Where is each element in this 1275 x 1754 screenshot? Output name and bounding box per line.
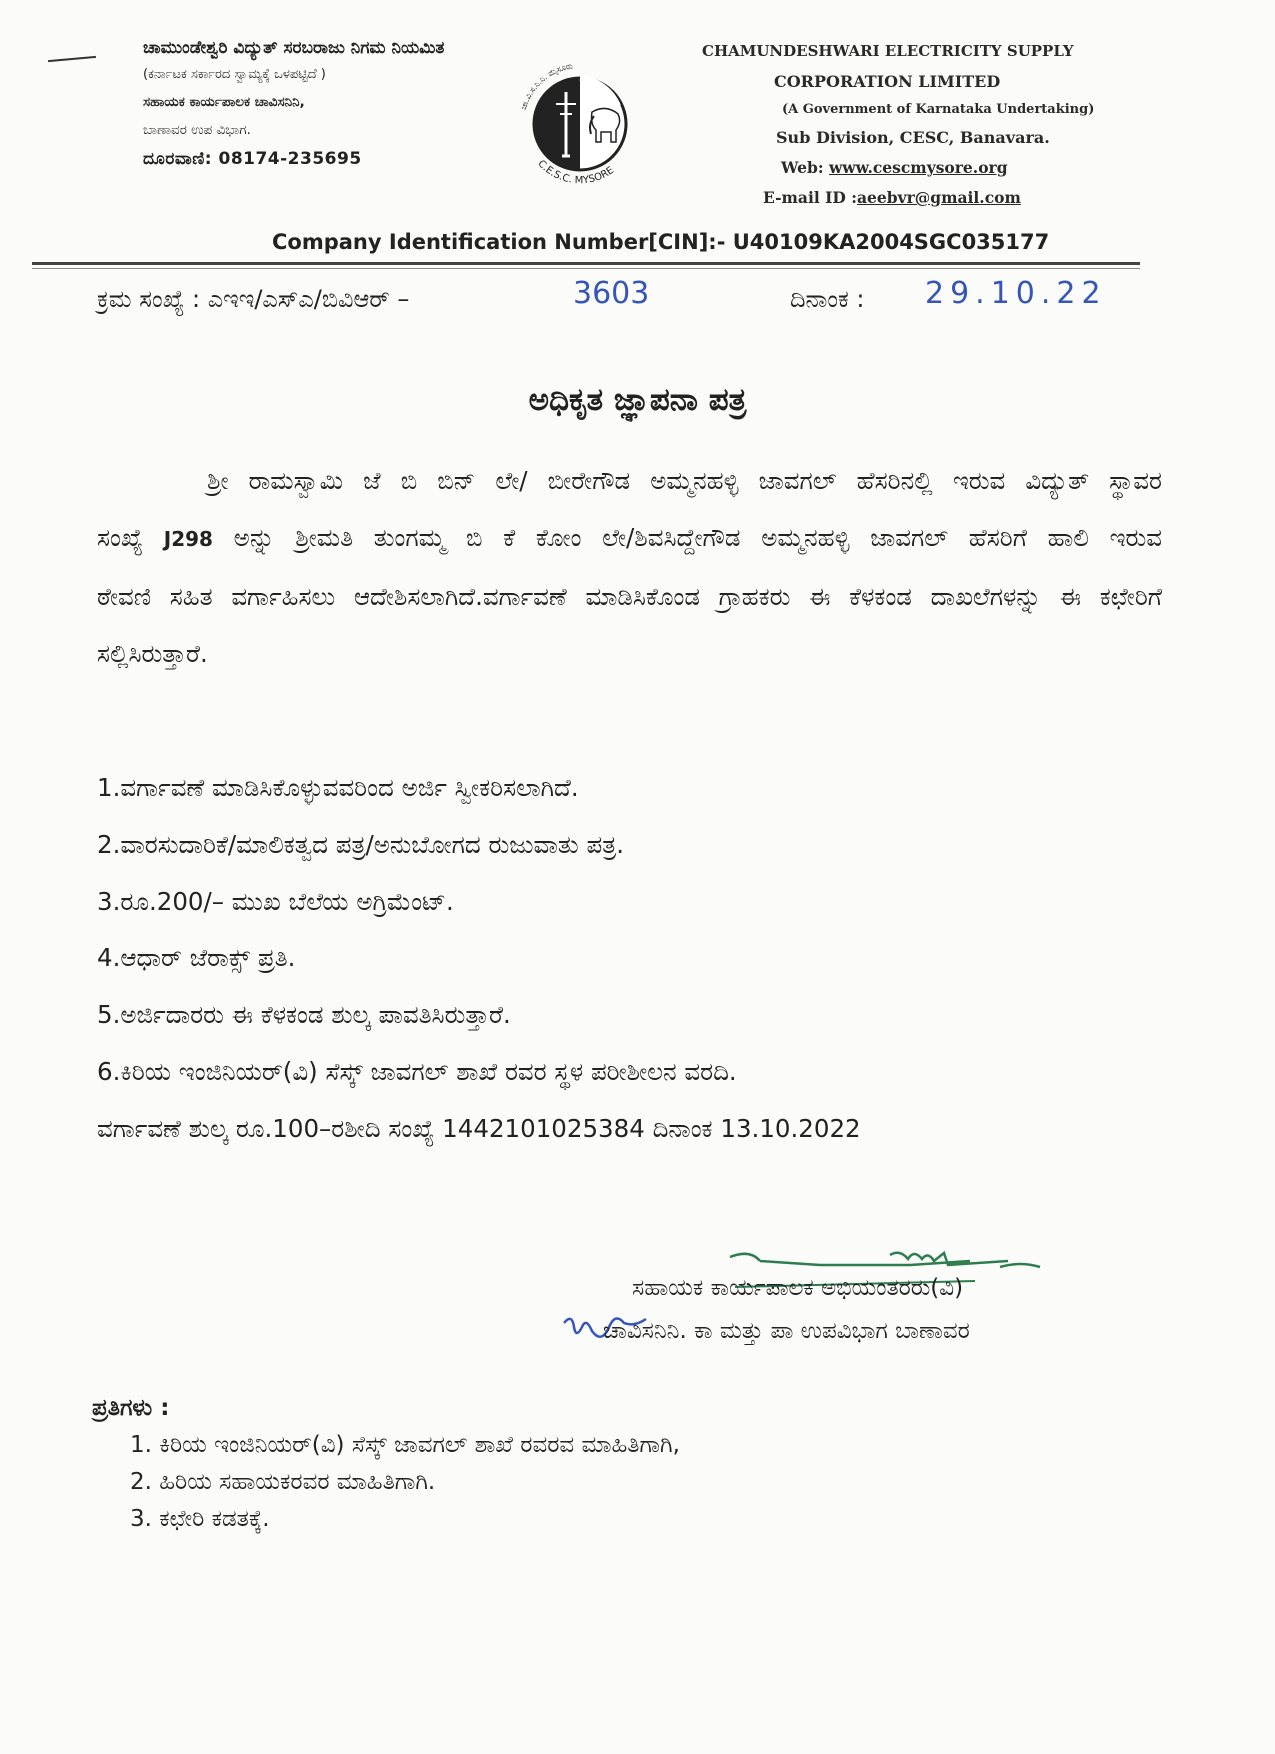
- letterhead-kannada: [143, 34, 453, 174]
- phone-kannada: ದೂರವಾಣಿ: 08174-235695: [143, 149, 362, 169]
- copy-item: 3. ಕಛೇರಿ ಕಡತಕ್ಕೆ.: [130, 1506, 270, 1532]
- office-kannada: ಸಹಾಯಕ ಕಾರ್ಯಪಾಲಕ ಚಾವಿಸನಿನಿ,: [143, 94, 305, 110]
- document-title: ಅಧಿಕೃತ ಜ್ಞಾಪನಾ ಪತ್ರ: [528, 382, 747, 418]
- svg-text:ಚಾ.ವಿ.ಸ.ನಿ.ನಿ. ಮೈಸೂರು: ಚಾ.ವಿ.ಸ.ನಿ.ನಿ. ಮೈಸೂರು: [518, 61, 574, 111]
- list-item: 6.ಕಿರಿಯ ಇಂಜಿನಿಯರ್(ವಿ) ಸೆಸ್ಕ್ ಜಾವಗಲ್ ಶಾಖೆ ರವರ ಸ್ಥಳ ಪರೀಶೀಲನ ವರದಿ.: [97, 1056, 737, 1086]
- date-value: 29.10.22: [925, 276, 1107, 311]
- document-list: [97, 760, 861, 1158]
- body-paragraph: [97, 452, 1162, 682]
- copies-section: [92, 1390, 680, 1538]
- body-text-end: ಅನ್ನು ಶ್ರೀಮತಿ ತುಂಗಮ್ಮ ಬಿ ಕೆ ಕೋಂ ಲೇ/ಶಿವಸಿದ್ದೇಗೌಡ ಅಮ್ಮನಹಳ್ಳಿ ಜಾವಗಲ್ ಹೆಸರಿಗೆ ಹಾಲಿ ಇರುವ ಠೇವಣಿ ಸಹಿತ ವರ್ಗಾಹಿಸಲು ಆದೇಶಿಸಲಾಗಿದೆ.ವರ್ಗಾವಣೆ ಮಾಡಿಸಿಕೊಂಡ ಗ್ರಾಹಕರು ಈ ಕೆಳಕಂಡ ದಾಖಲೆಗಳನ್ನು ಈ ಕಛೇರಿಗೆ ಸಲ್ಲಿಸಿರುತ್ತಾರೆ.: [97, 523, 1162, 668]
- header-divider: [32, 262, 1140, 265]
- signatory-designation: ಸಹಾಯಕ ಕಾರ್ಯಪಾಲಕ ಅಭಿಯಂತರರು(ವಿ): [632, 1275, 964, 1301]
- org-name-line2: CORPORATION LIMITED: [774, 72, 1001, 91]
- email-line: [763, 188, 1021, 207]
- cesc-logo: [506, 52, 654, 194]
- installation-number: J298: [163, 527, 213, 551]
- header-divider-thin: [32, 268, 1140, 269]
- signatory-office: ಚಾವಿಸನಿನಿ. ಕಾ ಮತ್ತು ಪಾ ಉಪವಿಭಾಗ ಬಾಣಾವರ: [603, 1318, 970, 1344]
- copy-item: 1. ಕಿರಿಯ ಇಂಜಿನಿಯರ್(ವಿ) ಸೆಸ್ಕ್ ಜಾವಗಲ್ ಶಾಖೆ ರವರವ ಮಾಹಿತಿಗಾಗಿ,: [130, 1432, 680, 1458]
- org-name-kannada: ಚಾಮುಂಡೇಶ್ವರಿ ವಿದ್ಯುತ್ ಸರಬರಾಜು ನಿಗಮ ನಿಯಮಿತ: [143, 38, 445, 58]
- web-line: [781, 158, 1008, 177]
- list-item: 4.ಆಧಾರ್ ಜೆರಾಕ್ಸ್ ಪ್ರತಿ.: [97, 943, 296, 973]
- pen-mark: [48, 56, 96, 62]
- list-item: 3.ರೂ.200/– ಮುಖ ಬೆಲೆಯ ಅಗ್ರಿಮೆಂಟ್.: [97, 886, 454, 916]
- subdivision: Sub Division, CESC, Banavara.: [776, 128, 1050, 147]
- fee-line: ವರ್ಗಾವಣೆ ಶುಲ್ಕ ರೂ.100–ರಶೀದಿ ಸಂಖ್ಯೆ 1442101025384 ದಿನಾಂಕ 13.10.2022: [97, 1113, 861, 1143]
- web-label: Web:: [781, 158, 829, 177]
- list-item: 5.ಅರ್ಜಿದಾರರು ಈ ಕೆಳಕಂಡ ಶುಲ್ಕ ಪಾವತಿಸಿರುತ್ತಾರೆ.: [97, 1000, 511, 1030]
- email-label: E-mail ID :: [763, 188, 857, 207]
- copy-item: 2. ಹಿರಿಯ ಸಹಾಯಕರವರ ಮಾಹಿತಿಗಾಗಿ.: [130, 1469, 436, 1495]
- logo-caption: C.E.S.C. MYSORE: [535, 158, 617, 187]
- body-text-start: ಶ್ರೀ ರಾಮಸ್ವಾಮಿ ಜೆ ಬಿ ಬಿನ್ ಲೇ/ ಬೀರೇಗೌಡ ಅಮ್ಮನಹಳ್ಳಿ ಜಾವಗಲ್ ಹೆಸರಿನಲ್ಲಿ ಇರುವ ವಿದ್ಯುತ್ ಸ್ಥಾವರ ಸಂಖ್ಯೆ: [97, 466, 1162, 552]
- org-name-line1: CHAMUNDESHWARI ELECTRICITY SUPPLY: [702, 42, 1074, 60]
- subdivision-kannada: ಬಾಣಾವರ ಉಪ ವಿಭಾಗ.: [143, 122, 251, 138]
- govt-note-kannada: (ಕರ್ನಾಟಕ ಸರ್ಕಾರದ ಸ್ವಾಮ್ಯಕ್ಕೆ ಒಳಪಟ್ಟಿದೆ ): [143, 67, 326, 82]
- list-item: 2.ವಾರಸುದಾರಿಕೆ/ಮಾಲಿಕತ್ವದ ಪತ್ರ/ಅನುಬೋಗದ ರುಜುವಾತು ಪತ್ರ.: [97, 829, 625, 859]
- email-link[interactable]: aeebvr@gmail.com: [856, 188, 1021, 207]
- govt-note: (A Government of Karnataka Undertaking): [782, 102, 1095, 117]
- date-label: ದಿನಾಂಕ :: [790, 285, 865, 313]
- copies-heading: ಪ್ರತಿಗಳು :: [92, 1395, 170, 1421]
- company-cin: Company Identification Number[CIN]:- U40109KA2004SGC035177: [272, 230, 1050, 254]
- reference-number: 3603: [573, 276, 650, 311]
- list-item: 1.ವರ್ಗಾವಣೆ ಮಾಡಿಸಿಕೊಳ್ಳುವವರಿಂದ ಅರ್ಜಿ ಸ್ವೀಕರಿಸಲಾಗಿದೆ.: [97, 773, 579, 802]
- website-link[interactable]: www.cescmysore.org: [828, 158, 1008, 177]
- reference-label: ಕ್ರಮ ಸಂಖ್ಯೆ : ಎಇಇ/ಎಸ್ಎ/ಬಿವಿಆರ್ –: [97, 285, 410, 313]
